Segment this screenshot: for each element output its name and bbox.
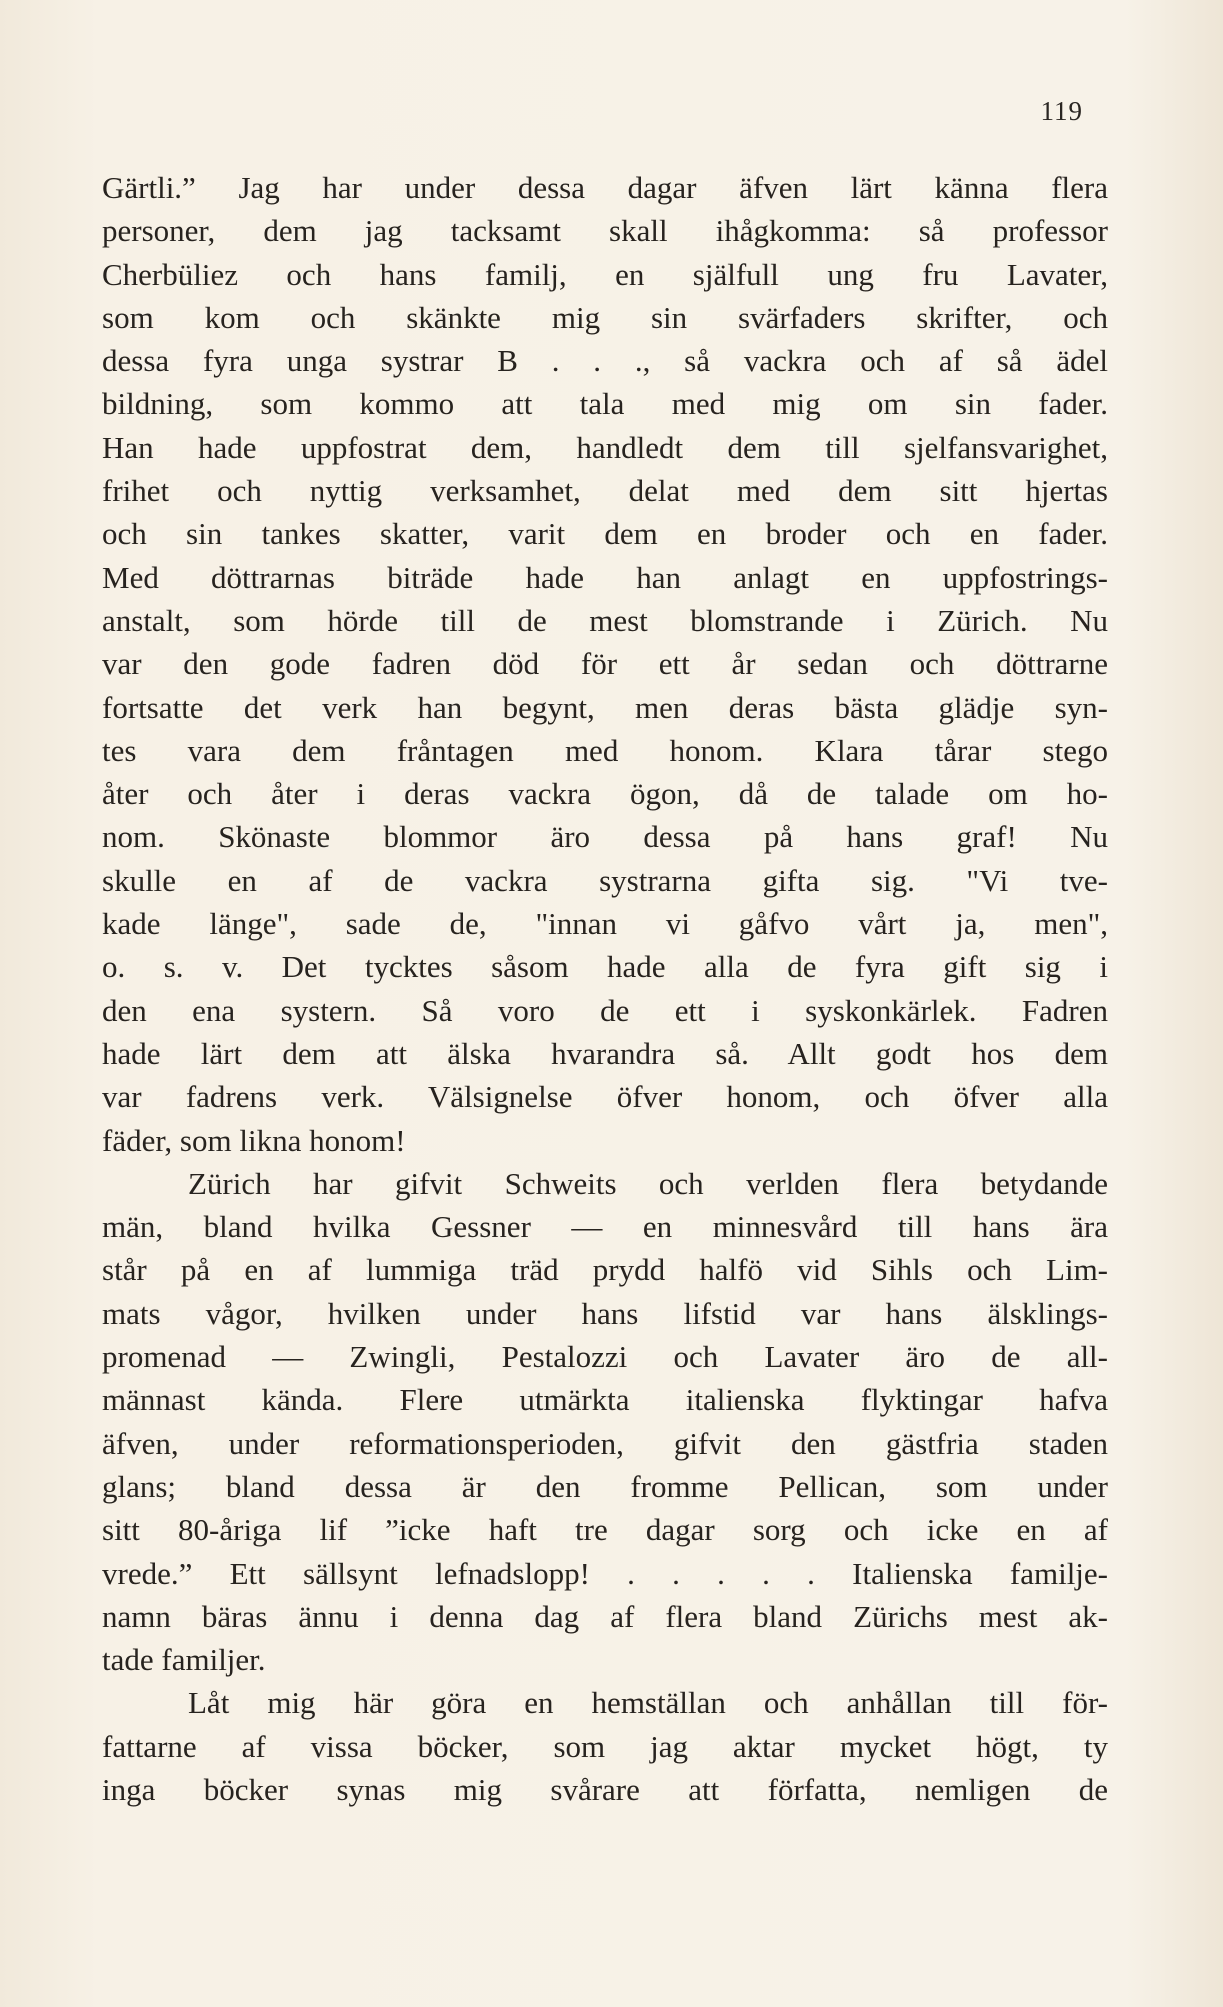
- text-line: o. s. v. Det tycktes såsom hade alla de fyra gift sig i: [102, 949, 1108, 985]
- text-line: sitt 80-åriga lif ”icke haft tre dagar sorg och icke en af: [102, 1512, 1108, 1548]
- text-line: var fadrens verk. Välsignelse öfver honom, och öfver alla: [102, 1079, 1108, 1115]
- text-line: står på en af lummiga träd prydd halfö vid Sihls och Lim-: [102, 1252, 1108, 1288]
- text-line: inga böcker synas mig svårare att författa, nemligen de: [102, 1771, 1108, 1807]
- text-line: anstalt, som hörde till de mest blomstrande i Zürich. Nu: [102, 602, 1108, 638]
- text-line: som kom och skänkte mig sin svärfaders skrifter, och: [102, 299, 1108, 335]
- text-line: vrede.” Ett sällsynt lefnadslopp! . . . . . Italienska familje-: [102, 1555, 1108, 1591]
- text-line: äfven, under reformationsperioden, gifvit den gästfria staden: [102, 1425, 1108, 1461]
- text-line: Låt mig här göra en hemställan och anhållan till för-: [188, 1685, 1108, 1721]
- text-line: personer, dem jag tacksamt skall ihågkomma: så professor: [102, 213, 1108, 249]
- text-line: männast kända. Flere utmärkta italienska flyktingar hafva: [102, 1382, 1108, 1418]
- text-line: hade lärt dem att älska hvarandra så. Allt godt hos dem: [102, 1035, 1108, 1071]
- text-line: bildning, som kommo att tala med mig om sin fader.: [102, 386, 1108, 422]
- text-line: Gärtli.” Jag har under dessa dagar äfven lärt känna flera: [102, 170, 1108, 205]
- text-line: fortsatte det verk han begynt, men deras bästa glädje syn-: [102, 689, 1108, 725]
- text-line: tade familjer.: [102, 1642, 266, 1678]
- text-line: glans; bland dessa är den fromme Pellican, som under: [102, 1468, 1108, 1504]
- text-line: och sin tankes skatter, varit dem en broder och en fader.: [102, 516, 1108, 552]
- text-line: åter och åter i deras vackra ögon, då de talade om ho-: [102, 776, 1108, 812]
- text-line: fäder, som likna honom!: [102, 1122, 406, 1158]
- text-line: Cherbüliez och hans familj, en själfull ung fru Lavater,: [102, 256, 1108, 292]
- text-line: nom. Skönaste blommor äro dessa på hans graf! Nu: [102, 819, 1108, 855]
- text-line: kade länge", sade de, "innan vi gåfvo vårt ja, men",: [102, 906, 1108, 942]
- text-line: var den gode fadren död för ett år sedan och döttrarne: [102, 646, 1108, 682]
- text-line: den ena systern. Så voro de ett i syskonkärlek. Fadren: [102, 992, 1108, 1028]
- text-line: fattarne af vissa böcker, som jag aktar mycket högt, ty: [102, 1728, 1108, 1764]
- text-line: mats vågor, hvilken under hans lifstid var hans älsklings-: [102, 1295, 1108, 1331]
- text-line: namn bäras ännu i denna dag af flera bland Zürichs mest ak-: [102, 1598, 1108, 1634]
- text-line: Han hade uppfostrat dem, handledt dem till sjelfansvarighet,: [102, 429, 1108, 465]
- text-line: promenad — Zwingli, Pestalozzi och Lavater äro de all-: [102, 1339, 1108, 1375]
- text-line: män, bland hvilka Gessner — en minnesvård till hans ära: [102, 1209, 1108, 1245]
- page-number: 119: [1040, 96, 1083, 126]
- text-line: Zürich har gifvit Schweits och verlden flera betydande: [188, 1165, 1108, 1201]
- text-line: frihet och nyttig verksamhet, delat med dem sitt hjertas: [102, 473, 1108, 509]
- text-line: dessa fyra unga systrar B . . ., så vackra och af så ädel: [102, 343, 1108, 379]
- text-line: tes vara dem fråntagen med honom. Klara tårar stego: [102, 732, 1108, 768]
- text-line: skulle en af de vackra systrarna gifta sig. "Vi tve-: [102, 862, 1108, 898]
- text-line: Med döttrarnas biträde hade han anlagt en uppfostrings-: [102, 559, 1108, 595]
- body-text: [102, 166, 1108, 1811]
